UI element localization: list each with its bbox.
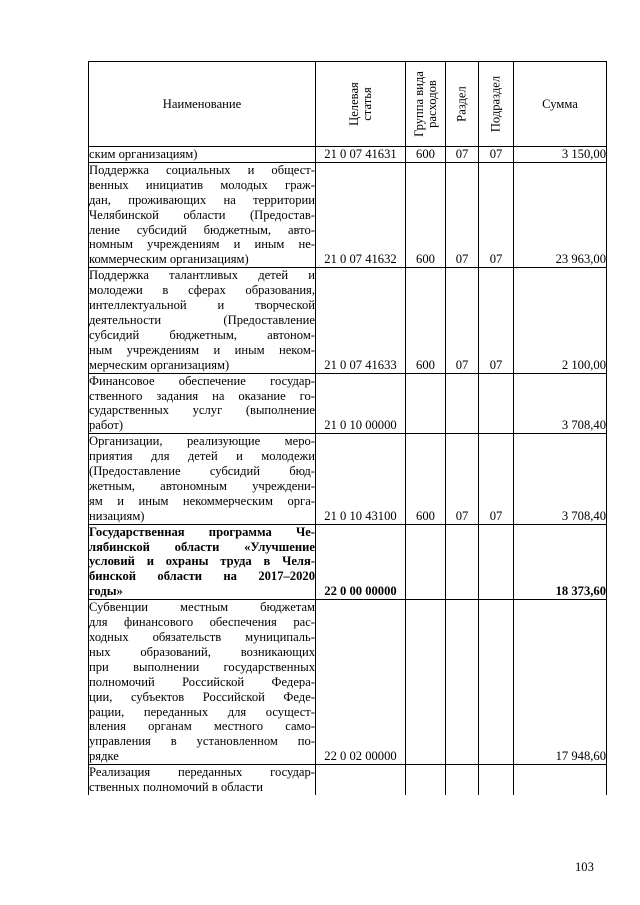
row-name-line: ским организациям) <box>89 147 198 161</box>
row-name-line: ям и иным некоммерческим орга- <box>89 493 315 508</box>
table-row <box>89 434 607 524</box>
row-group: 600 <box>406 147 446 163</box>
row-section <box>446 373 479 434</box>
row-group <box>406 373 446 434</box>
row-name <box>89 524 316 600</box>
header-sum: Сумма <box>514 62 607 147</box>
row-name-line: ственных полномочий в области <box>89 780 263 795</box>
row-subsection <box>479 373 514 434</box>
row-name-line: ходных обязательств муниципаль- <box>89 630 315 644</box>
row-name-line: годы» <box>89 584 123 599</box>
table-row <box>89 524 607 600</box>
table-row <box>89 147 607 163</box>
row-name-line: ственного задания на оказание го- <box>89 388 315 403</box>
row-target-code: 21 0 07 41632 <box>316 162 406 267</box>
table-row <box>89 600 607 765</box>
row-sum: 23 963,00 <box>514 162 607 267</box>
header-group-label: Группа вида расходов <box>411 71 439 137</box>
row-name-line: Финансовое обеспечение государ- <box>89 373 315 388</box>
row-name-line: молодежи в сферах образования, <box>89 283 315 298</box>
row-group: 600 <box>406 162 446 267</box>
row-name <box>89 373 316 434</box>
row-target-code <box>316 765 406 795</box>
row-name-line: деятельности (Предоставление <box>89 312 315 327</box>
row-name-line: Поддержка социальных и общест- <box>89 162 315 177</box>
row-sum: 3 150,00 <box>514 147 607 163</box>
row-name-line: вления органам местного само- <box>89 719 315 734</box>
row-section: 07 <box>446 147 479 163</box>
row-name-line: Челябинской области (Предостав- <box>89 207 315 222</box>
row-subsection: 07 <box>479 147 514 163</box>
row-name-line: ление субсидий бюджетным, авто- <box>89 222 315 237</box>
row-group <box>406 765 446 795</box>
row-name <box>89 268 316 373</box>
table-row <box>89 162 607 267</box>
row-name-line: коммерческим организациям) <box>89 252 249 267</box>
row-group <box>406 600 446 765</box>
row-target-code: 22 0 00 00000 <box>316 524 406 600</box>
row-name-line: приятия для детей и молодежи <box>89 449 315 464</box>
row-name-line: лябинской области «Улучшение <box>89 539 315 554</box>
row-section: 07 <box>446 268 479 373</box>
row-name-line: ных образований, возникающих <box>89 644 315 659</box>
row-name-line: номным учреждениям и иным не- <box>89 237 315 252</box>
header-target <box>316 62 406 147</box>
row-name-line: интеллектуальной и творческой <box>89 298 315 313</box>
row-name-line: субсидий бюджетным, автоном- <box>89 327 315 342</box>
row-name-line: мерческим организациям) <box>89 357 230 372</box>
row-target-code: 21 0 07 41633 <box>316 268 406 373</box>
row-name-line: рации, переданных для осущест- <box>89 704 315 719</box>
row-section: 07 <box>446 162 479 267</box>
row-sum: 18 373,60 <box>514 524 607 600</box>
row-name-line: Поддержка талантливых детей и <box>89 268 315 283</box>
table-header-row <box>89 62 607 147</box>
row-name-line: ции, субъектов Российской Феде- <box>89 689 315 704</box>
row-name-line: Организации, реализующие меро- <box>89 434 315 449</box>
table-row <box>89 373 607 434</box>
table-row <box>89 765 607 795</box>
table-body <box>89 147 607 795</box>
header-section <box>446 62 479 147</box>
row-name-line: Государственная программа Че- <box>89 524 315 539</box>
row-name-line: сударственных услуг (выполнение <box>89 403 315 418</box>
row-name-line: рядке <box>89 749 119 764</box>
row-name-line: при выполнении государственных <box>89 659 315 674</box>
row-name <box>89 434 316 524</box>
row-sum <box>514 765 607 795</box>
row-target-code: 21 0 10 43100 <box>316 434 406 524</box>
row-subsection <box>479 524 514 600</box>
row-name-line: низациям) <box>89 508 145 523</box>
row-subsection: 07 <box>479 162 514 267</box>
row-name-line: дан, проживающих на территории <box>89 192 315 207</box>
row-name-line: Субвенции местным бюджетам <box>89 600 315 615</box>
row-name-line: для финансового обеспечения рас- <box>89 615 315 630</box>
page-number: 103 <box>575 860 594 874</box>
row-section <box>446 524 479 600</box>
row-name-line: жетным, автономным учреждени- <box>89 478 315 493</box>
row-group <box>406 524 446 600</box>
row-name-line: работ) <box>89 418 124 433</box>
row-sum: 3 708,40 <box>514 434 607 524</box>
row-target-code: 22 0 02 00000 <box>316 600 406 765</box>
row-name <box>89 600 316 765</box>
row-section: 07 <box>446 434 479 524</box>
row-sum: 2 100,00 <box>514 268 607 373</box>
table-row <box>89 268 607 373</box>
header-section-label: Раздел <box>454 86 469 122</box>
header-subsection-label: Подраздел <box>488 75 503 133</box>
header-subsection <box>479 62 514 147</box>
row-name-line: (Предоставление субсидий бюд- <box>89 464 315 479</box>
row-name-line: венных инициатив молодых граж- <box>89 177 315 192</box>
header-target-label: Целевая статья <box>346 82 374 126</box>
row-name <box>89 147 316 163</box>
header-group <box>406 62 446 147</box>
row-target-code: 21 0 07 41631 <box>316 147 406 163</box>
budget-table <box>88 61 607 795</box>
row-name-line: управления в установленном по- <box>89 734 315 749</box>
row-group: 600 <box>406 434 446 524</box>
row-name-line: условий и охраны труда в Челя- <box>89 554 315 569</box>
row-section <box>446 765 479 795</box>
row-name <box>89 162 316 267</box>
row-name-line: полномочий Российской Федера- <box>89 674 315 689</box>
row-sum: 17 948,60 <box>514 600 607 765</box>
row-target-code: 21 0 10 00000 <box>316 373 406 434</box>
row-name <box>89 765 316 795</box>
row-subsection <box>479 600 514 765</box>
row-section <box>446 600 479 765</box>
row-sum: 3 708,40 <box>514 373 607 434</box>
row-name-line: ным учреждениям и иным неком- <box>89 342 315 357</box>
row-group: 600 <box>406 268 446 373</box>
row-subsection: 07 <box>479 268 514 373</box>
row-name-line: Реализация переданных государ- <box>89 765 315 780</box>
header-name: Наименование <box>89 62 316 147</box>
row-subsection: 07 <box>479 434 514 524</box>
row-subsection <box>479 765 514 795</box>
row-name-line: бинской области на 2017–2020 <box>89 569 315 584</box>
